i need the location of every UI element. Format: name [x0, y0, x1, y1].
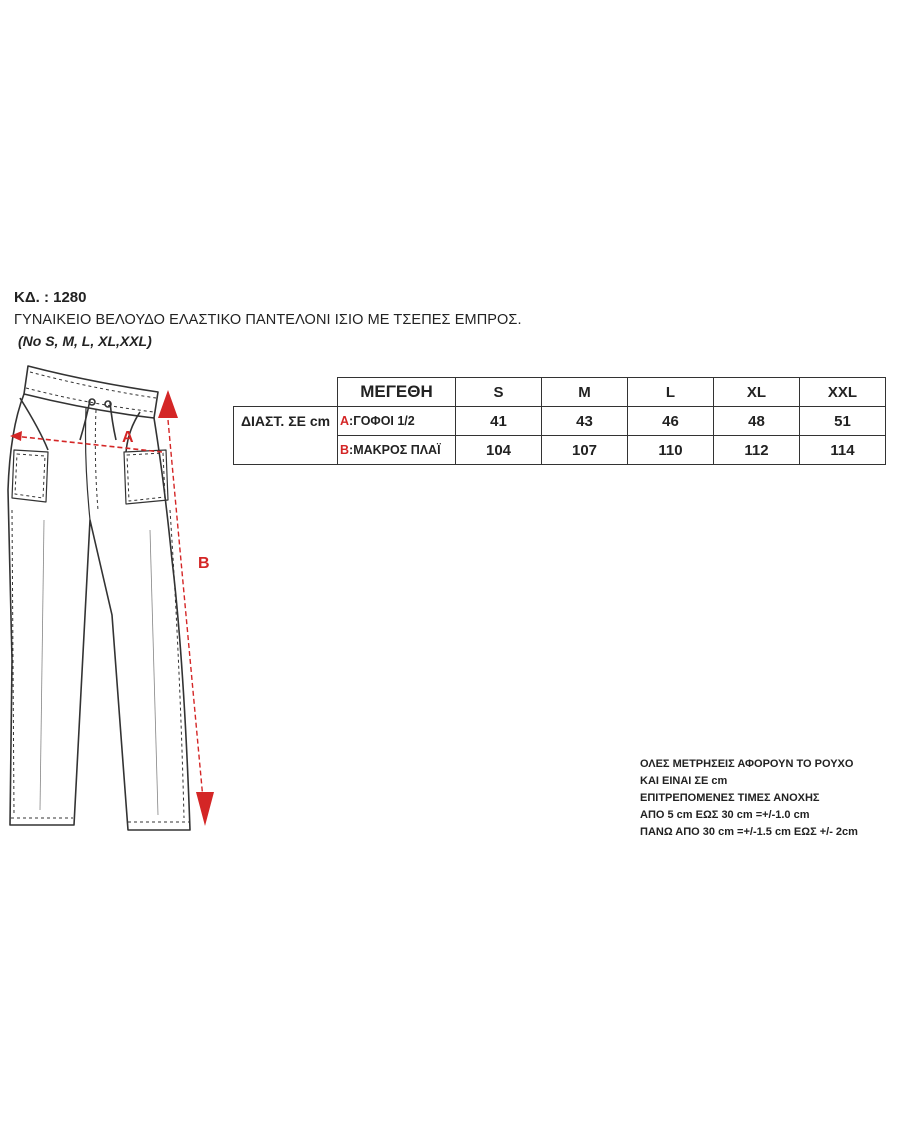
- note-line: ΚΑΙ ΕΙΝΑΙ ΣΕ cm: [640, 775, 728, 787]
- size-header-cell: S: [456, 378, 542, 407]
- available-sizes-note: (No S, M, L, XL,XXL): [18, 333, 152, 349]
- row-label-text: :ΓΟΦΟΙ 1/2: [349, 414, 415, 428]
- row-label-side-length: [338, 436, 456, 465]
- note-line: ΠΑΝΩ ΑΠΟ 30 cm =+/-1.5 cm ΕΩΣ +/- 2cm: [640, 826, 858, 838]
- size-header-cell: L: [628, 378, 714, 407]
- size-table: [233, 377, 886, 465]
- sizes-header-label: ΜΕΓΕΘΗ: [338, 378, 456, 407]
- row-letter: A: [340, 414, 350, 428]
- row-label-text: :ΜΑΚΡΟΣ ΠΛΑΪ: [349, 443, 441, 457]
- note-line: ΕΠΙΤΡΕΠΟΜΕΝΕΣ ΤΙΜΕΣ ΑΝΟΧΗΣ: [640, 792, 820, 804]
- table-row: [234, 407, 886, 436]
- table-corner-cell: [234, 378, 338, 407]
- product-code: ΚΔ. : 1280: [14, 289, 87, 306]
- label-a: A: [122, 429, 134, 446]
- dimensions-group-label: ΔΙΑΣΤ. ΣΕ cm: [234, 407, 338, 465]
- value-cell: 107: [542, 436, 628, 465]
- value-cell: 112: [714, 436, 800, 465]
- trousers-drawing: [0, 360, 230, 840]
- row-letter: B: [340, 443, 350, 457]
- row-label-hips: [338, 407, 456, 436]
- value-cell: 114: [800, 436, 886, 465]
- product-description: ΓΥΝΑΙΚΕΙΟ ΒΕΛΟΥΔΟ ΕΛΑΣΤΙΚΟ ΠΑΝΤΕΛΟΝΙ ΙΣΙΟ ΜΕ ΤΣΕΠΕΣ ΕΜΠΡΟΣ.: [14, 312, 522, 328]
- value-cell: 104: [456, 436, 542, 465]
- value-cell: 41: [456, 407, 542, 436]
- note-line: ΟΛΕΣ ΜΕΤΡΗΣΕΙΣ ΑΦΟΡΟΥΝ ΤΟ ΡΟΥΧΟ: [640, 758, 854, 770]
- value-cell: 46: [628, 407, 714, 436]
- measurement-notes: [640, 756, 858, 841]
- value-cell: 43: [542, 407, 628, 436]
- table-header-row: [234, 378, 886, 407]
- value-cell: 51: [800, 407, 886, 436]
- value-cell: 48: [714, 407, 800, 436]
- size-header-cell: XXL: [800, 378, 886, 407]
- note-line: ΑΠΟ 5 cm ΕΩΣ 30 cm =+/-1.0 cm: [640, 809, 810, 821]
- label-b: B: [198, 555, 210, 572]
- value-cell: 110: [628, 436, 714, 465]
- size-header-cell: M: [542, 378, 628, 407]
- size-header-cell: XL: [714, 378, 800, 407]
